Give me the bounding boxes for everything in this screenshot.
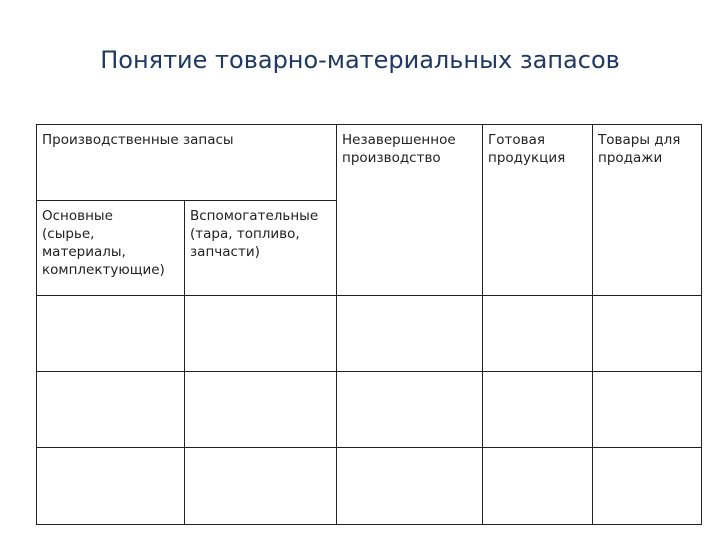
table-cell <box>185 447 337 524</box>
table-cell <box>337 447 483 524</box>
table-row <box>37 371 702 447</box>
header-work-in-progress: Незавершенное производство <box>337 125 483 296</box>
table-cell <box>37 371 185 447</box>
table-cell <box>337 371 483 447</box>
header-auxiliary-materials: Вспомогательные (тара, топливо, запчасти) <box>185 201 337 295</box>
page-title: Понятие товарно-материальных запасов <box>100 46 620 74</box>
table-cell <box>37 447 185 524</box>
table-cell <box>483 371 593 447</box>
table-cell <box>37 295 185 371</box>
table-cell <box>185 295 337 371</box>
header-main-materials: Основные (сырье, материалы, комплектующие) <box>37 201 185 295</box>
table-cell <box>483 295 593 371</box>
table-row-header <box>37 125 702 201</box>
inventory-table <box>36 124 702 525</box>
header-production-stocks: Производственные запасы <box>37 125 337 201</box>
table-cell <box>593 447 702 524</box>
table-row <box>37 447 702 524</box>
header-finished-goods: Готовая продукция <box>483 125 593 296</box>
table-cell <box>593 295 702 371</box>
table-cell <box>593 371 702 447</box>
table-cell <box>185 371 337 447</box>
header-goods-for-sale: Товары для продажи <box>593 125 702 296</box>
table-cell <box>337 295 483 371</box>
table-row <box>37 295 702 371</box>
table-cell <box>483 447 593 524</box>
